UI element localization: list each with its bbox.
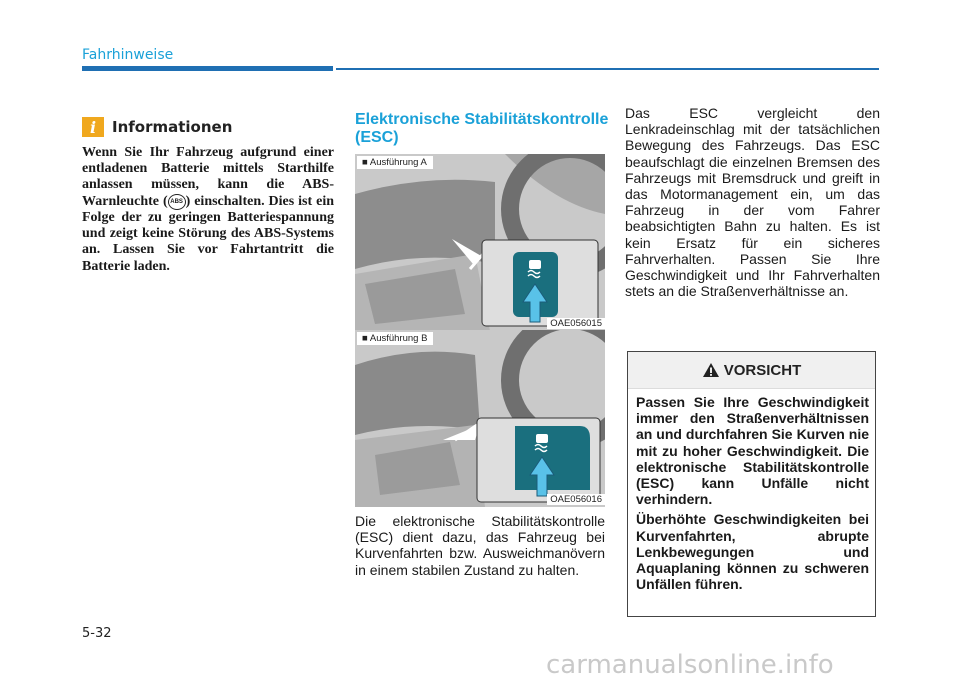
dashboard-illustration-a [355,154,605,331]
figure-version-a [355,154,605,331]
info-heading [82,117,232,137]
esc-heading: Elektronische Stabilitätskontrolle (ESC) [355,111,609,146]
caution-body [636,394,869,596]
info-title: Informationen [112,118,233,136]
esc-description-text: Das ESC vergleicht den Lenkradeinschlag mit der tatsächlichen Bewegung des Fahrzeugs. Das ESC beaufschlagt die einzelnen Bremsen des Fahrzeugs mit Bremsdruck und greift in das Motormanagement ein, um das Fahrzeug in der vom Fahrer beabsichtigten Bahn zu halten. Es ist kein Ersatz für ein sicheres Fahrverhalten. Passen Sie Ihre Geschwindigkeit und Ihr Fahrverhalten stets an die Straßenverhältnisse an. [625,105,880,300]
caution-box [627,351,876,617]
header-rule-bold [82,66,333,71]
abs-warning-icon: ABS [168,194,186,210]
info-icon: i [82,117,104,137]
watermark: carmanualsonline.info [546,650,834,680]
esc-intro-text: Die elektronische Stabilitätskontrolle (ESC) dient dazu, das Fahrzeug bei Kurvenfahrten bzw. Ausweichmanövern in einem stabilen Zustand zu halten. [355,513,605,578]
warning-triangle-icon [702,362,720,378]
page-number: 5-32 [82,626,112,641]
dashboard-illustration-b [355,330,605,507]
caution-title: VORSICHT [723,361,802,379]
info-text-part-2: ) einschalten. Dies ist ein Folge der zu geringen Batteriespannung und zeigt keine Störung des ABS-Systems an. Lassen Sie vor Fahrtantritt die Batterie laden. [82,193,335,274]
header-rule-thin [336,68,879,70]
caution-paragraph-2: Überhöhte Geschwindigkeiten bei Kurvenfahrten, abrupte Lenkbewegungen und Aquaplaning können zu schweren Unfällen führen. [636,511,869,593]
figure-version-b [355,330,605,507]
section-header: Fahrhinweise [82,47,174,63]
figure-a-label: ■ Ausführung A [357,156,433,169]
caution-paragraph-1: Passen Sie Ihre Geschwindigkeit immer den Straßenverhältnissen an und durchfahren Sie Kurven nie mit zu hoher Geschwindigkeit. Die elektronische Stabilitätskontrolle (ESC) kann Unfälle nicht verhindern. [636,394,869,508]
figure-b-code: OAE056016 [547,494,605,505]
info-text-part-1: Wenn Sie Ihr Fahrzeug aufgrund einer entladenen Batterie mittels Starthilfe anlassen müssen, kann die ABS-Warnleuchte ( [82,145,334,209]
figure-a-code: OAE056015 [547,318,605,329]
caution-heading [628,352,875,388]
figure-b-label: ■ Ausführung B [357,332,433,345]
info-text [82,145,334,275]
